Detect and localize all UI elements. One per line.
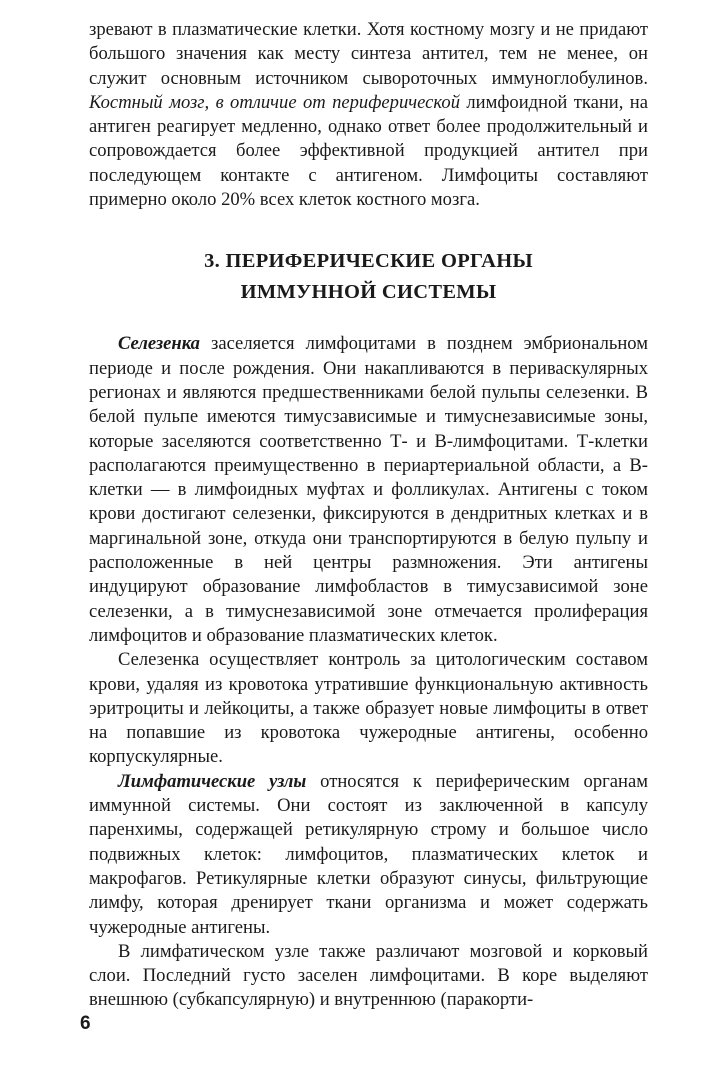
section-heading (89, 246, 648, 308)
section-heading-line-2: ИММУННОЙ СИСТЕМЫ (240, 281, 497, 304)
lymph-nodes-term: Лимфатические узлы (118, 770, 307, 792)
spleen-control-paragraph: Селезенка осуществляет контроль за цитологическим составом крови, удаляя из кровотока утратившие функциональную активность эритроциты и лейкоциты, а также образует новые лимфоциты в ответ на попавшие из кровотока чужеродные антигены, особенно корпускулярные. (89, 649, 648, 768)
spleen-paragraph (89, 332, 648, 648)
intro-tail-text: лимфоидной ткани, на антиген реагирует медленно, однако ответ более продолжительный и сопровождается более эффективной продукцией антител при последующем контакте с антигеном. Лимфоциты составляют примерно около 20% всех клеток костного мозга. (89, 91, 648, 211)
section-heading-line-1: 3. ПЕРИФЕРИЧЕСКИЕ ОРГАНЫ (204, 250, 533, 273)
intro-paragraph (89, 18, 648, 212)
page-number: 6 (80, 1013, 91, 1034)
lymph-nodes-paragraph (89, 770, 648, 940)
book-page (89, 18, 648, 1013)
spleen-term: Селезенка (118, 333, 200, 355)
lymph-layers-paragraph: В лимфатическом узле также различают мозговой и корковый слои. Последний густо заселен лимфоцитами. В коре выделяют внешнюю (субкапсулярную) и внутреннюю (паракорти- (89, 940, 648, 1011)
spleen-text: заселяется лимфоцитами в позднем эмбриональном периоде и после рождения. Они накапливаются в периваскулярных регионах и являются предшественниками белой пульпы селезенки. В белой пульпе имеются тимусзависимые и тимуснезависимые зоны, которые заселяются соответственно Т- и В-лимфоцитами. Т-клетки располагаются преимущественно в периартериальной области, а В-клетки — в лимфоидных муфтах и фолликулах. Антигены с током крови достигают селезенки, фиксируются в дендритных клетках и в маргинальной зоне, откуда они транспортируются в белую пульпу и расположенные в ней центры размножения. Эти антигены индуцируют образование лимфобластов в тимусзависимой зоне селезенки, а в тимуснезависимой зоне отмечается пролиферация лимфоцитов и образование плазматических клеток. (89, 333, 648, 646)
intro-lead-text: зревают в плазматические клетки. Хотя костному мозгу и не придают большого значения как месту синтеза антител, тем не менее, он служит основным источником сывороточных иммуноглобулинов. (89, 19, 648, 89)
intro-italic-text: Костный мозг, в отличие от периферической (89, 91, 460, 113)
lymph-nodes-text: относятся к периферическим органам иммунной системы. Они состоят из заключенной в капсулу паренхимы, содержащей ретикулярную строму и большое число подвижных клеток: лимфоцитов, плазматических клеток и макрофагов. Ретикулярные клетки образуют синусы, фильтрующие лимфу, которая дренирует ткани организма и может содержать чужеродные антигены. (89, 770, 648, 938)
